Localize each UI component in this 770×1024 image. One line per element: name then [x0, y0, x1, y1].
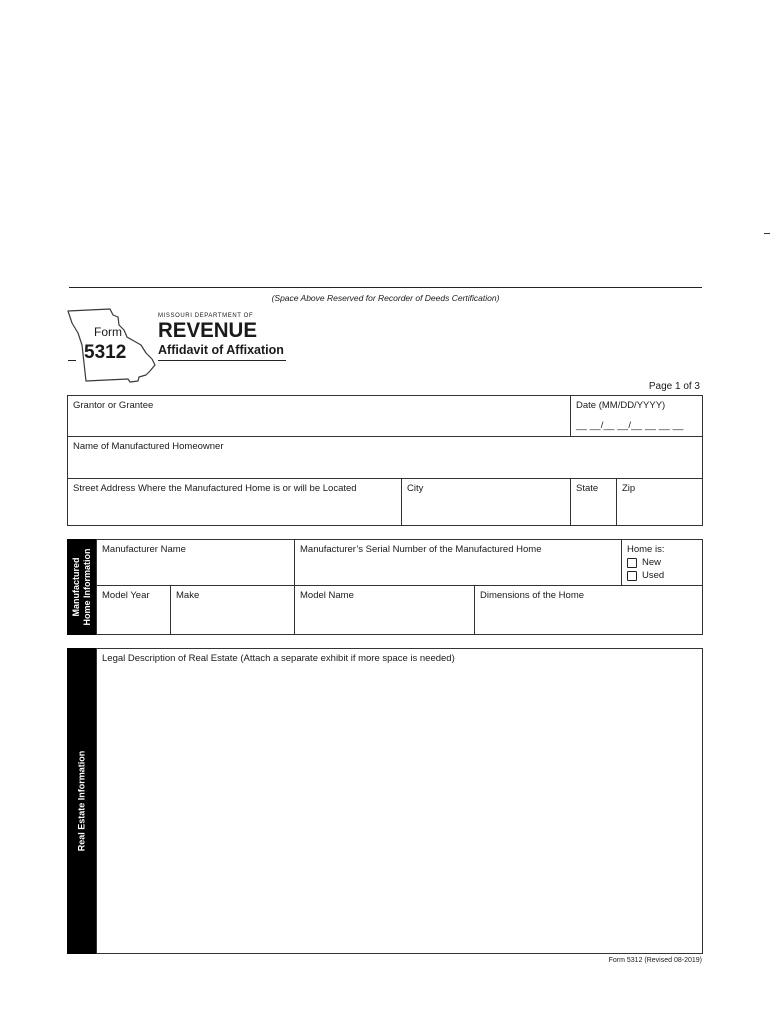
real-estate-label: Real Estate Information	[76, 750, 86, 852]
model-name-field[interactable]	[294, 585, 475, 635]
manufacturer-name-field[interactable]	[96, 539, 295, 586]
dash-mark	[68, 360, 76, 361]
form-label: Form	[94, 325, 122, 339]
home-is-label: Home is:	[627, 544, 665, 555]
corner-mark	[764, 233, 770, 234]
used-option[interactable]	[627, 570, 702, 581]
serial-number-field[interactable]	[294, 539, 622, 586]
new-option[interactable]	[627, 557, 702, 568]
homeowner-field[interactable]	[67, 436, 703, 479]
state-field[interactable]	[570, 478, 617, 526]
homeowner-label: Name of Manufactured Homeowner	[73, 441, 224, 452]
grantor-section	[67, 395, 703, 526]
form-title: Affidavit of Affixation	[158, 343, 284, 357]
home-info-side-label	[67, 539, 96, 635]
home-info-label-line2: Home Information	[81, 548, 92, 626]
revenue-logo-text: REVENUE	[158, 320, 257, 340]
manufacturer-name-label: Manufacturer Name	[102, 544, 186, 555]
home-condition-field	[621, 539, 703, 586]
zip-label: Zip	[622, 483, 636, 494]
street-address-label: Street Address Where the Manufactured Home is or will be Located	[73, 483, 357, 494]
date-label: Date (MM/DD/YYYY)	[576, 400, 666, 411]
model-year-label: Model Year	[102, 590, 150, 601]
recorder-space-note: (Space Above Reserved for Recorder of Deeds Certification)	[271, 293, 500, 303]
make-label: Make	[176, 590, 200, 601]
new-checkbox[interactable]	[627, 558, 637, 568]
page-indicator: Page 1 of 3	[648, 381, 700, 392]
grantor-label: Grantor or Grantee	[73, 400, 154, 411]
used-checkbox[interactable]	[627, 571, 637, 581]
legal-description-label: Legal Description of Real Estate (Attach a separate exhibit if more space is needed)	[102, 653, 455, 664]
form-revision: Form 5312 (Revised 08-2019)	[608, 957, 702, 964]
zip-field[interactable]	[616, 478, 703, 526]
home-info-section	[96, 539, 703, 635]
city-label: City	[407, 483, 424, 494]
grantor-field[interactable]	[67, 395, 571, 437]
date-placeholder: __ __/__ __/__ __ __ __	[576, 420, 684, 431]
dimensions-label: Dimensions of the Home	[480, 590, 585, 601]
city-field[interactable]	[401, 478, 571, 526]
legal-description-field[interactable]	[96, 648, 703, 954]
model-year-field[interactable]	[96, 585, 171, 635]
recorder-space-rule	[69, 287, 702, 288]
form-number: 5312	[84, 342, 127, 363]
new-label: New	[642, 557, 662, 568]
real-estate-side-label	[67, 648, 96, 954]
street-address-field[interactable]	[67, 478, 402, 526]
serial-number-label: Manufacturer’s Serial Number of the Manufactured Home	[300, 544, 542, 555]
date-field[interactable]	[570, 395, 703, 437]
make-field[interactable]	[170, 585, 295, 635]
model-name-label: Model Name	[300, 590, 354, 601]
dimensions-field[interactable]	[474, 585, 703, 635]
department-name: MISSOURI DEPARTMENT OF	[158, 313, 254, 319]
state-label: State	[576, 483, 599, 494]
revenue-logo	[158, 320, 258, 340]
home-info-label-line1: Manufactured	[70, 557, 81, 617]
title-underline	[158, 360, 286, 361]
used-label: Used	[642, 570, 665, 581]
